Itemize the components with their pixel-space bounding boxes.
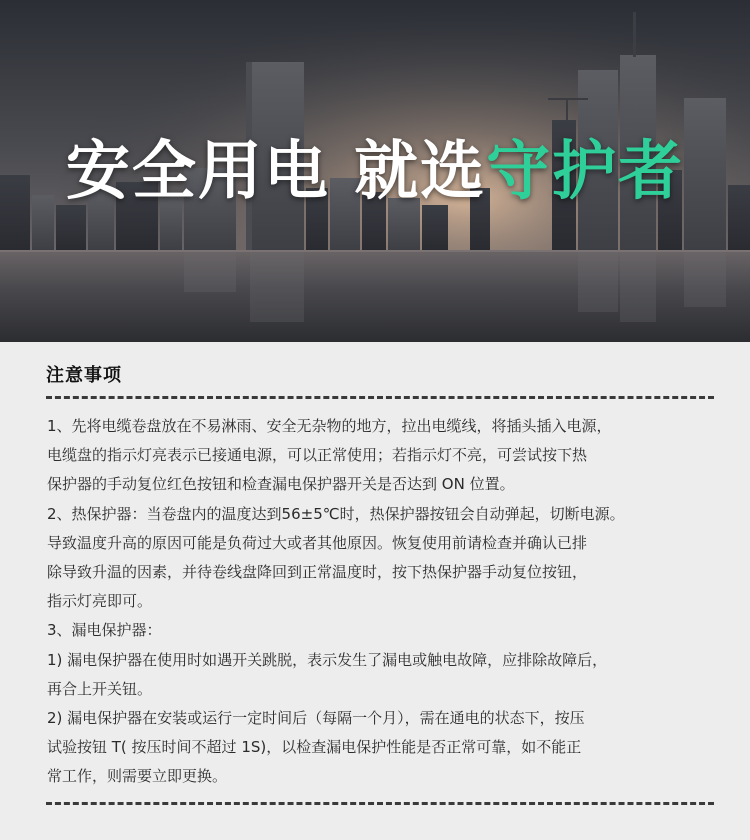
notice-line: 导致温度升高的原因可能是负荷过大或者其他原因。恢复使用前请检查并确认已排 bbox=[47, 533, 588, 552]
notice-line: 2、热保护器：当卷盘内的温度达到56±5℃时，热保护器按钮会自动弹起，切断电源。 bbox=[47, 504, 625, 523]
notice-line: 指示灯亮即可。 bbox=[47, 592, 153, 611]
hero-banner bbox=[0, 0, 750, 342]
slogan-brand-text: 守护者 bbox=[486, 135, 685, 209]
notice-line: 电缆盘的指示灯亮表示已接通电源，可以正常使用；若指示灯不亮，可尝试按下热 bbox=[47, 446, 588, 465]
slogan-white-text: 安全用电 就选 bbox=[65, 135, 487, 209]
notice-line: 保护器的手动复位红色按钮和检查漏电保护器开关是否达到 ON 位置。 bbox=[47, 475, 515, 494]
notice-line: 1) 漏电保护器在使用时如遇开关跳脱，表示发生了漏电或触电故障，应排除故障后， bbox=[47, 650, 608, 669]
notice-line: 试验按钮 T( 按压时间不超过 1S)，以检查漏电保护性能是否正常可靠，如不能正 bbox=[47, 738, 582, 757]
notice-heading: 注意事项 bbox=[46, 365, 122, 386]
notice-line: 1、先将电缆卷盘放在不易淋雨、安全无杂物的地方，拉出电缆线，将插头插入电源， bbox=[47, 417, 612, 435]
bottom-dashed-divider bbox=[46, 802, 714, 805]
notice-line: 常工作，则需要立即更换。 bbox=[47, 767, 228, 786]
banner-slogan bbox=[0, 120, 750, 212]
notice-line: 除导致升温的因素，并待卷线盘降回到正常温度时，按下热保护器手动复位按钮， bbox=[47, 562, 588, 581]
notice-line: 再合上开关钮。 bbox=[47, 679, 153, 698]
notice-line: 3、漏电保护器： bbox=[47, 621, 162, 640]
top-dashed-divider bbox=[46, 396, 714, 399]
notice-body bbox=[47, 412, 707, 791]
notice-line: 2) 漏电保护器在安装或运行一定时间后（每隔一个月），需在通电的状态下，按压 bbox=[47, 708, 585, 727]
